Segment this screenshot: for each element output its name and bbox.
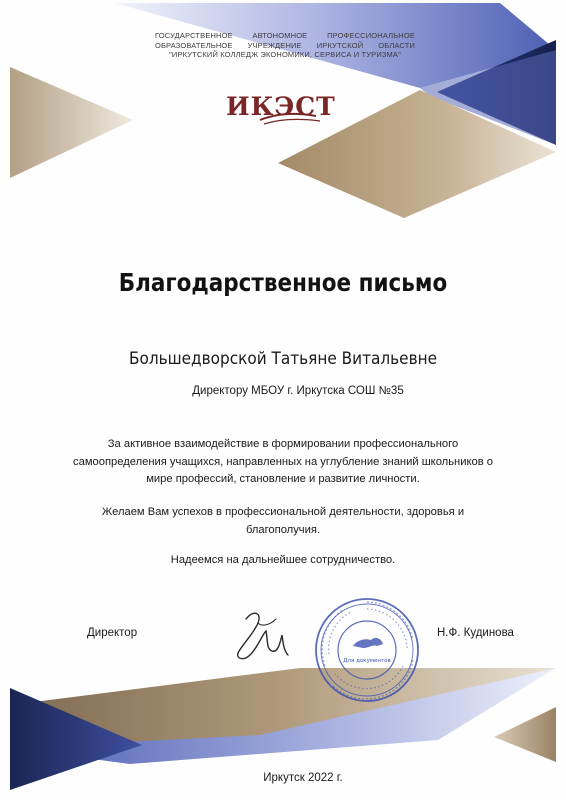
place-and-year: Иркутск 2022 г. bbox=[263, 772, 343, 784]
body-paragraph: За активное взаимодействие в формировании профессионального самоопределения учащихся, направленных на углубление знаний школьников о мире профессий, становление и развитие личности. bbox=[73, 438, 493, 485]
logo-text: ИКЭСТ bbox=[226, 92, 336, 121]
signatory-name: Н.Ф. Кудинова bbox=[437, 627, 514, 639]
college-logo bbox=[220, 90, 336, 130]
signatory-role: Директор bbox=[87, 627, 138, 639]
cooperation-paragraph: Надеемся на дальнейшее сотрудничество. bbox=[170, 554, 396, 566]
logo-swoosh-icon bbox=[220, 90, 330, 130]
wishes-paragraph: Желаем Вам успехов в профессиональной деятельности, здоровья и благополучия. bbox=[101, 506, 465, 536]
page-title: Благодарственное письмо bbox=[118, 268, 448, 297]
organization-name: ГОСУДАРСТВЕННОЕ АВТОНОМНОЕ ПРОФЕССИОНАЛЬНОЕ ОБРАЗОВАТЕЛЬНОЕ УЧРЕЖДЕНИЕ ИРКУТСКОЙ ОБЛАСТИ "ИРКУТСКИЙ КОЛЛЕДЖ ЭКОНОМИКИ, СЕРВИСА И ТУРИЗМА" bbox=[155, 31, 415, 59]
recipient-name: Большедворской Татьяне Витальевне bbox=[128, 349, 438, 369]
stamp-center-text: Для документов bbox=[343, 658, 391, 664]
official-stamp bbox=[313, 596, 421, 704]
handwritten-signature bbox=[232, 605, 294, 667]
recipient-position: Директору МБОУ г. Иркутска СОШ №35 bbox=[192, 385, 404, 397]
